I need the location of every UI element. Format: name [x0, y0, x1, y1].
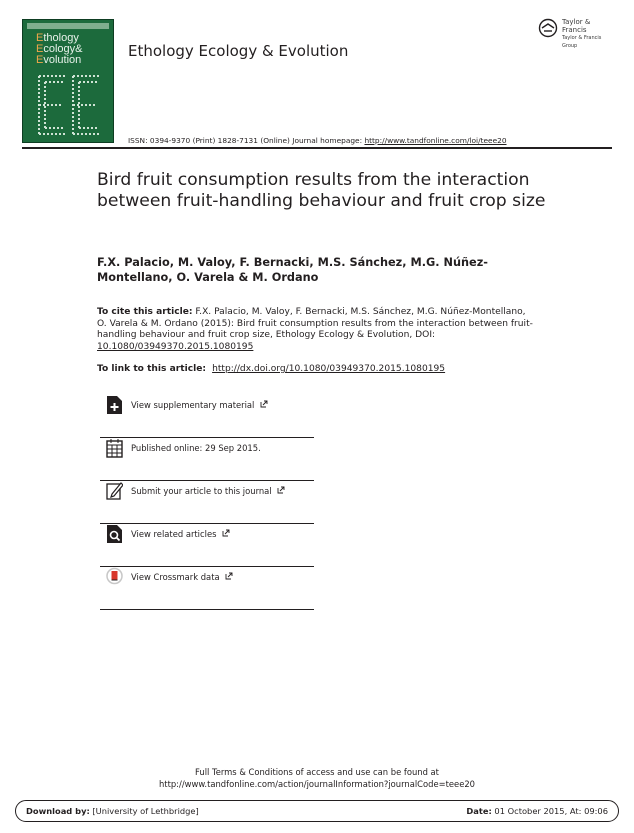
download-date — [466, 806, 608, 816]
cover-title: Ethology Ecology& Evolution — [36, 32, 83, 66]
publisher-logo-subtext: Taylor & Francis Group — [562, 35, 602, 49]
item-label: View supplementary material — [131, 400, 255, 410]
doi-link[interactable]: 10.1080/03949370.2015.1080195 — [97, 341, 254, 352]
supplementary-icon — [106, 395, 123, 415]
cite-label: To cite this article: — [97, 307, 193, 317]
header-divider — [22, 147, 612, 149]
item-label: Submit your article to this journal — [131, 486, 272, 496]
article-link-line — [97, 364, 445, 374]
submit-article-link[interactable] — [100, 481, 314, 524]
terms-url-link[interactable]: http://www.tandfonline.com/action/journalInformation?journalCode=teee20 — [158, 778, 476, 789]
supplementary-material-link[interactable] — [100, 395, 314, 438]
download-value: [University of Lethbridge] — [89, 806, 199, 816]
journal-cover — [22, 19, 114, 143]
terms-text: Full Terms & Conditions of access and use can be found at — [195, 767, 439, 777]
crossmark-icon — [106, 567, 123, 587]
download-info-bar — [15, 800, 619, 822]
edit-icon — [106, 481, 123, 501]
article-authors: F.X. Palacio, M. Valoy, F. Bernacki, M.S. Sánchez, M.G. Núñez-Montellano, O. Varela & M. Ordano — [97, 256, 488, 284]
related-articles-link[interactable] — [100, 524, 314, 567]
issn-text: ISSN: 0394-9370 (Print) 1828-7131 (Online) Journal homepage: — [128, 136, 365, 145]
item-label: View Crossmark data — [131, 572, 220, 582]
item-divider — [100, 609, 314, 610]
publisher-logo-text: Taylor & Francis — [562, 18, 591, 34]
download-label: Download by: — [26, 806, 90, 816]
taylor-francis-icon — [538, 18, 558, 38]
cite-text: F.X. Palacio, M. Valoy, F. Bernacki, M.S. Sánchez, M.G. Núñez-Montellano, O. Varela & M. Ordano (2015): Bird fruit consumption results from the interaction between fruit-handling behaviour and fruit crop size, Ethology Ecology & Evolution, DOI: — [97, 307, 533, 341]
external-link-icon — [260, 400, 268, 408]
search-document-icon — [106, 524, 123, 544]
link-label: To link to this article: — [97, 364, 210, 374]
issn-line — [128, 136, 507, 145]
cover-ee-logo — [35, 72, 105, 138]
external-link-icon — [222, 529, 230, 537]
item-label: Published online: 29 Sep 2015. — [131, 443, 261, 453]
calendar-icon — [106, 438, 123, 458]
journal-homepage-link[interactable]: http://www.tandfonline.com/loi/teee20 — [364, 136, 507, 145]
crossmark-link[interactable] — [100, 567, 314, 610]
date-value: 01 October 2015, At: 09:06 — [491, 806, 608, 816]
item-label: View related articles — [131, 529, 217, 539]
article-url-link[interactable]: http://dx.doi.org/10.1080/03949370.2015.1080195 — [212, 364, 446, 374]
published-online-item — [100, 438, 314, 481]
external-link-icon — [277, 486, 285, 494]
external-link-icon — [225, 572, 233, 580]
cover-header-strip — [27, 23, 109, 29]
article-title: Bird fruit consumption results from the interaction between fruit-handling behaviour and fruit crop size — [97, 170, 546, 211]
terms-block — [0, 767, 634, 790]
date-label: Date: — [466, 806, 492, 816]
citation-block — [97, 307, 537, 353]
journal-title: Ethology Ecology & Evolution — [128, 42, 349, 60]
download-by — [26, 806, 199, 816]
publisher-logo[interactable] — [538, 18, 616, 49]
